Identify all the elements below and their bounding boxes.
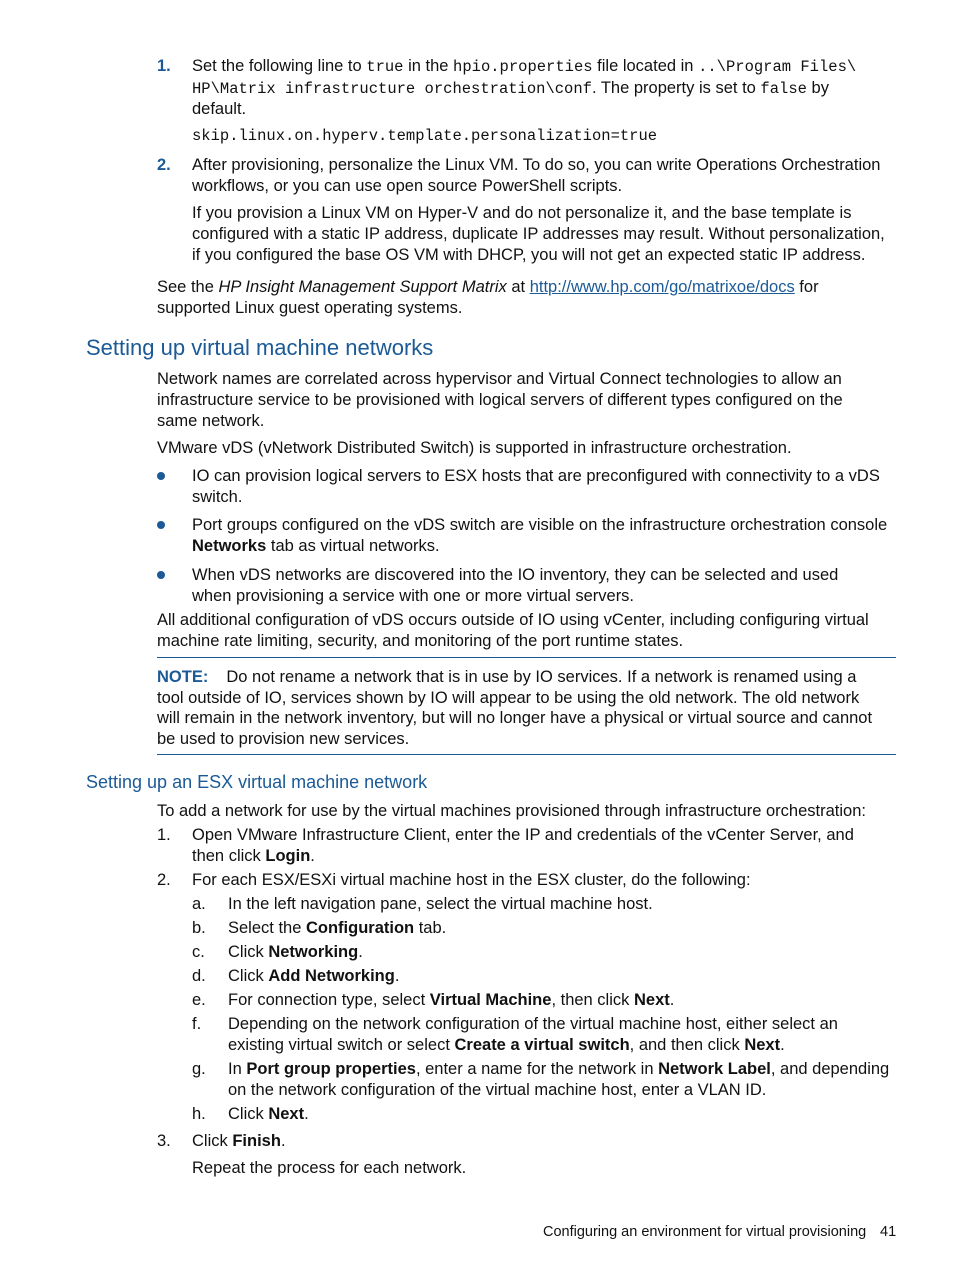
- section1-para3-line1: All additional configuration of vDS occurs outside of IO using vCenter, including configuring virtual: [157, 611, 869, 629]
- bullet-1-line-2: switch.: [192, 488, 243, 506]
- esx-step-1-line-1: Open VMware Infrastructure Client, enter the IP and credentials of the vCenter Server, and: [192, 826, 854, 844]
- substep-letter-e: e.: [192, 991, 206, 1009]
- bullet-dot: [157, 472, 165, 480]
- esx-step-number-3: 3.: [157, 1132, 171, 1150]
- substep-letter-c: c.: [192, 943, 205, 961]
- substep-letter-h: h.: [192, 1105, 206, 1123]
- step-number-2: 2.: [157, 156, 171, 174]
- see-also-line-1: See the HP Insight Management Support Matrix at http://www.hp.com/go/matrixoe/docs for: [157, 278, 819, 296]
- section1-para1-line2: infrastructure service to be provisioned with logical servers of different types configured on the: [157, 391, 843, 409]
- page-number: 41: [880, 1224, 897, 1240]
- esx-step-3-text: Click Finish.: [192, 1132, 286, 1150]
- section-heading-virtual-machine-networks: Setting up virtual machine networks: [86, 335, 434, 360]
- substep-letter-g: g.: [192, 1060, 206, 1078]
- section1-para1-line3: same network.: [157, 412, 265, 430]
- substep-d-text: Click Add Networking.: [228, 967, 400, 985]
- step-2-para-line-1: If you provision a Linux VM on Hyper-V and do not personalize it, and the base template is: [192, 204, 852, 222]
- note-line-4: be used to provision new services.: [157, 730, 410, 748]
- step-2-line-1: After provisioning, personalize the Linux VM. To do so, you can write Operations Orchestration: [192, 156, 881, 174]
- substep-letter-d: d.: [192, 967, 206, 985]
- step-2-para-line-3: if you configured the base OS VM with DHCP, you will not get an expected static IP address.: [192, 246, 866, 264]
- section1-para3-line2: machine rate limiting, security, and monitoring of the port runtime states.: [157, 632, 684, 650]
- note-line-1: NOTE: Do not rename a network that is in use by IO services. If a network is renamed using a: [157, 668, 857, 686]
- esx-step-number-2: 2.: [157, 871, 171, 889]
- bullet-1-line-1: IO can provision logical servers to ESX hosts that are preconfigured with connectivity to a vDS: [192, 467, 880, 485]
- step-2-line-2: workflows, or you can use open source PowerShell scripts.: [192, 177, 623, 195]
- see-also-line-2: supported Linux guest operating systems.: [157, 299, 463, 317]
- footer-title: Configuring an environment for virtual provisioning: [543, 1224, 867, 1240]
- section1-para1-line1: Network names are correlated across hypervisor and Virtual Connect technologies to allow an: [157, 370, 842, 388]
- substep-b-text: Select the Configuration tab.: [228, 919, 447, 937]
- step-1-line-2: HP\Matrix infrastructure orchestration\conf. The property is set to false by: [192, 79, 829, 98]
- step-1-line-1: Set the following line to true in the hpio.properties file located in ..\Program Files\: [192, 57, 857, 76]
- substep-g-line-2: on the network configuration of the virtual machine host, enter a VLAN ID.: [228, 1081, 767, 1099]
- bullet-3-line-1: When vDS networks are discovered into the IO inventory, they can be selected and used: [192, 566, 839, 584]
- note-line-3: will remain in the network inventory, but will no longer have a physical or virtual source and cannot: [157, 709, 873, 727]
- bullet-dot: [157, 521, 165, 529]
- support-matrix-title: HP Insight Management Support Matrix: [218, 278, 507, 296]
- substep-letter-a: a.: [192, 895, 206, 913]
- esx-step-number-1: 1.: [157, 826, 171, 844]
- bullet-2-line-2: Networks tab as virtual networks.: [192, 537, 440, 555]
- step-1-line-3: default.: [192, 100, 247, 118]
- substep-c-text: Click Networking.: [228, 943, 363, 961]
- substep-f-line-2: existing virtual switch or select Create a virtual switch, and then click Next.: [228, 1036, 785, 1054]
- bullet-2-line-1: Port groups configured on the vDS switch are visible on the infrastructure orchestration console: [192, 516, 888, 534]
- substep-e-text: For connection type, select Virtual Machine, then click Next.: [228, 991, 675, 1009]
- substep-f-line-1: Depending on the network configuration of the virtual machine host, either select an: [228, 1015, 838, 1033]
- substep-h-text: Click Next.: [228, 1105, 309, 1123]
- step-2-para-line-2: configured with a static IP address, duplicate IP addresses may result. Without personalization,: [192, 225, 885, 243]
- step-number-1: 1.: [157, 57, 171, 75]
- section2-intro: To add a network for use by the virtual machines provisioned through infrastructure orchestration:: [157, 802, 866, 820]
- note-label: NOTE:: [157, 668, 209, 686]
- esx-step-1-line-2: then click Login.: [192, 847, 315, 865]
- matrixoe-docs-link[interactable]: http://www.hp.com/go/matrixoe/docs: [529, 278, 795, 296]
- substep-g-line-1: In Port group properties, enter a name for the network in Network Label, and depending: [228, 1060, 890, 1078]
- note-bottom-rule: [157, 754, 896, 755]
- substep-letter-b: b.: [192, 919, 206, 937]
- bullet-dot: [157, 571, 165, 579]
- section-heading-esx-network: Setting up an ESX virtual machine network: [86, 772, 428, 792]
- esx-step-2-text: For each ESX/ESXi virtual machine host in the ESX cluster, do the following:: [192, 871, 751, 889]
- esx-step-3-repeat: Repeat the process for each network.: [192, 1159, 467, 1177]
- substep-letter-f: f.: [192, 1015, 202, 1033]
- note-line-2: tool outside of IO, services shown by IO will appear to be using the old network. The old network: [157, 689, 860, 707]
- bullet-3-line-2: when provisioning a service with one or more virtual servers.: [192, 587, 635, 605]
- note-top-rule: [157, 657, 896, 658]
- substep-a-text: In the left navigation pane, select the virtual machine host.: [228, 895, 653, 913]
- section1-para2: VMware vDS (vNetwork Distributed Switch) is supported in infrastructure orchestration.: [157, 439, 792, 457]
- code-snippet: skip.linux.on.hyperv.template.personalization=true: [192, 127, 658, 145]
